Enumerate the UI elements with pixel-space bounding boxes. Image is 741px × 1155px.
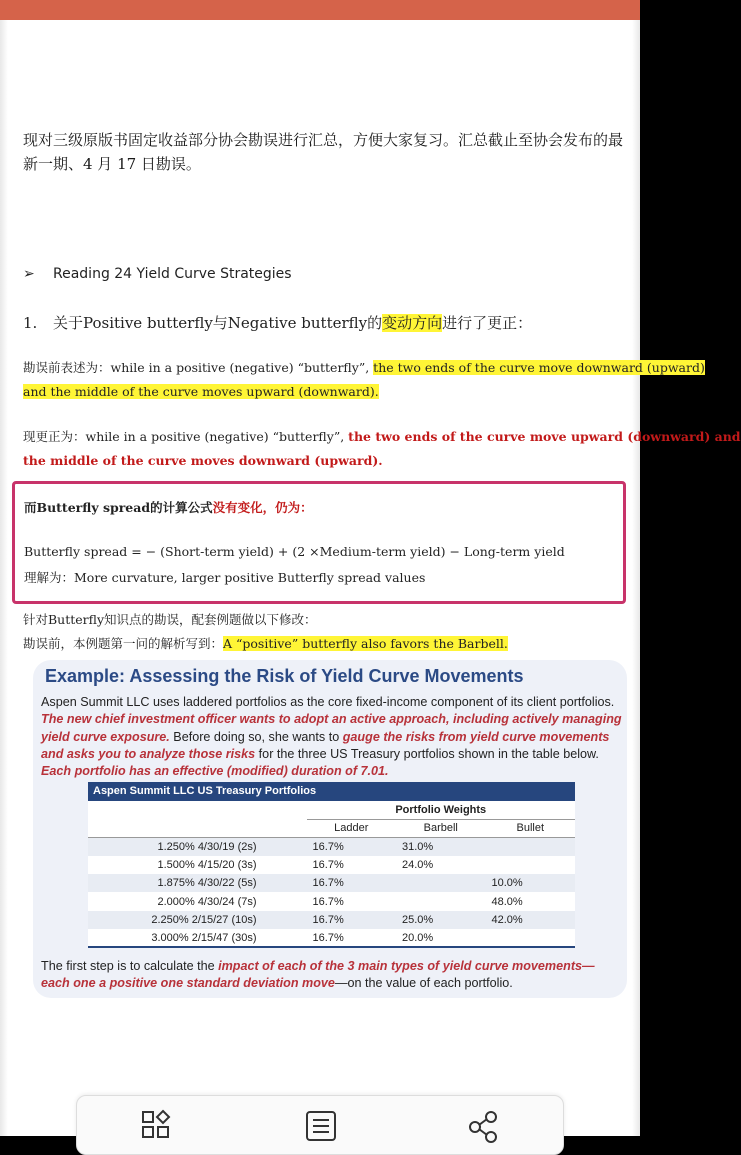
item-text-post: 进行了更正： (442, 314, 533, 332)
bond-cell: 2.250% 2/15/27 (10s) (88, 911, 307, 929)
barbell-cell: 24.0% (402, 859, 434, 872)
portfolio-table (88, 782, 575, 948)
ladder-cell: 16.7% (307, 838, 396, 856)
barbell-cell: 31.0% (396, 838, 485, 856)
formula-intro (24, 498, 313, 516)
reading-heading (23, 266, 292, 282)
bullet-cell (486, 856, 576, 874)
table-row (88, 929, 575, 947)
fix-line-1: 针对Butterfly知识点的勘误，配套例题做以下修改： (23, 612, 317, 627)
example-body-text-1: Aspen Summit LLC uses laddered portfolios as the core fixed-income component of its client portfolios. (41, 695, 615, 709)
ladder-cell: 16.7% (307, 874, 396, 892)
table-row (88, 911, 575, 929)
bottom-toolbar (76, 1095, 564, 1155)
intro-line-1: 现对三级原版书固定收益部分协会勘误进行汇总，方便大家复习。汇总截止至协会发布的最 (23, 131, 624, 149)
before-correction-paragraph (23, 356, 705, 404)
footer-text-1: The first step is to calculate the (41, 959, 219, 973)
footer-red-1: impact of each of the 3 main types of yield curve movements—each one a positive one standard deviation move (41, 959, 595, 991)
bond-cell: 1.250% 4/30/19 (2s) (88, 838, 307, 856)
example-card (33, 660, 627, 998)
before-prefix: 勘误前表述为：while in a positive (negative) “butterfly”, (23, 360, 374, 375)
bond-cell: 1.875% 4/30/22 (5s) (88, 874, 307, 892)
example-red-3: Each portfolio has an effective (modified) duration of 7.01. (41, 764, 389, 779)
formula-box (12, 481, 626, 604)
example-body-text-3: for the three US Treasury portfolios shown in the table below. (255, 746, 599, 761)
bullet-cell (486, 838, 576, 856)
column-header-bullet: Bullet (486, 819, 576, 837)
ladder-cell: 16.7% (307, 929, 396, 947)
footer-text-2: —on the value of each portfolio. (334, 976, 513, 991)
portfolio-weights-header: Portfolio Weights (307, 801, 575, 819)
after-correction-paragraph (23, 425, 741, 473)
ladder-cell: 16.7% (307, 911, 396, 929)
after-red-2: the middle of the curve moves downward (upward). (23, 453, 383, 468)
formula-intro-text: 而Butterfly spread的计算公式 (24, 500, 213, 515)
intro-line-2: 新一期、4 月 17 日勘误。 (23, 155, 201, 173)
column-header-ladder: Ladder (307, 819, 396, 837)
barbell-cell (396, 874, 485, 892)
bond-cell: 1.500% 4/15/20 (3s) (157, 859, 257, 872)
butterfly-formula: Butterfly spread = − (Short-term yield) + (2 ×Medium-term yield) − Long-term yield (24, 544, 565, 559)
top-status-bar (0, 0, 640, 20)
item-number: 1. (23, 314, 38, 332)
bond-cell: 2.000% 4/30/24 (7s) (157, 895, 257, 908)
after-red-1: the two ends of the curve move upward (downward) and (348, 429, 741, 444)
share-icon[interactable] (467, 1110, 501, 1140)
table-blank-cell (88, 801, 307, 819)
table-blank-cell (88, 819, 307, 837)
after-prefix: 现更正为：while in a positive (negative) “butterfly”, (23, 429, 349, 444)
example-footer (41, 958, 623, 993)
item-highlight: 变动方向 (382, 314, 443, 332)
column-header-barbell: Barbell (396, 819, 485, 837)
formula-understanding: 理解为：More curvature, larger positive Butterfly spread values (24, 570, 426, 585)
item-text-pre: 关于Positive butterfly与Negative butterfly的 (53, 314, 383, 332)
barbell-cell: 20.0% (396, 929, 485, 947)
fix-line-2-highlight: A “positive” butterfly also favors the Barbell. (223, 636, 508, 651)
reading-title: Reading 24 Yield Curve Strategies (53, 266, 292, 282)
example-red-2: gauge the risks from yield curve movements and asks you to analyze those risks (41, 729, 610, 761)
table-row (88, 874, 575, 892)
bullet-cell (486, 929, 576, 947)
fix-line-2 (23, 632, 633, 656)
document-list-icon[interactable] (304, 1110, 338, 1140)
bond-cell: 3.000% 2/15/47 (30s) (88, 929, 307, 947)
bullet-cell: 42.0% (486, 911, 576, 929)
example-body-text-2: Before doing so, she wants to (169, 729, 343, 744)
bullet-cell: 10.0% (486, 874, 576, 892)
table-row (88, 856, 575, 874)
erratum-item-1 (23, 312, 532, 333)
right-edge-shadow (632, 20, 640, 1136)
example-red-1: The new chief investment officer wants to adopt an active approach, including actively managing yield curve exposure. (41, 712, 622, 744)
left-edge-shadow (0, 20, 8, 1136)
example-title: Example: Assessing the Risk of Yield Curve Movements (45, 666, 524, 686)
before-highlight-1: the two ends of the curve move downward (upward) (373, 360, 705, 375)
bullet-cell: 48.0% (491, 895, 523, 908)
grid-apps-icon[interactable] (141, 1110, 175, 1140)
bullet-arrow-icon: ➢ (23, 266, 35, 282)
example-body (41, 694, 623, 780)
table-caption: Aspen Summit LLC US Treasury Portfolios (88, 782, 575, 801)
barbell-cell: 25.0% (396, 911, 485, 929)
formula-intro-red: 没有变化，仍为： (212, 500, 313, 515)
ladder-cell: 16.7% (312, 895, 344, 908)
intro-paragraph (23, 128, 643, 176)
table-row (88, 892, 575, 910)
barbell-cell (396, 892, 485, 910)
before-highlight-2: and the middle of the curve moves upward (downward). (23, 384, 379, 399)
ladder-cell: 16.7% (312, 859, 344, 872)
table-row (88, 838, 575, 856)
fix-line-2-prefix: 勘误前，本例题第一问的解析写到： (23, 636, 224, 651)
